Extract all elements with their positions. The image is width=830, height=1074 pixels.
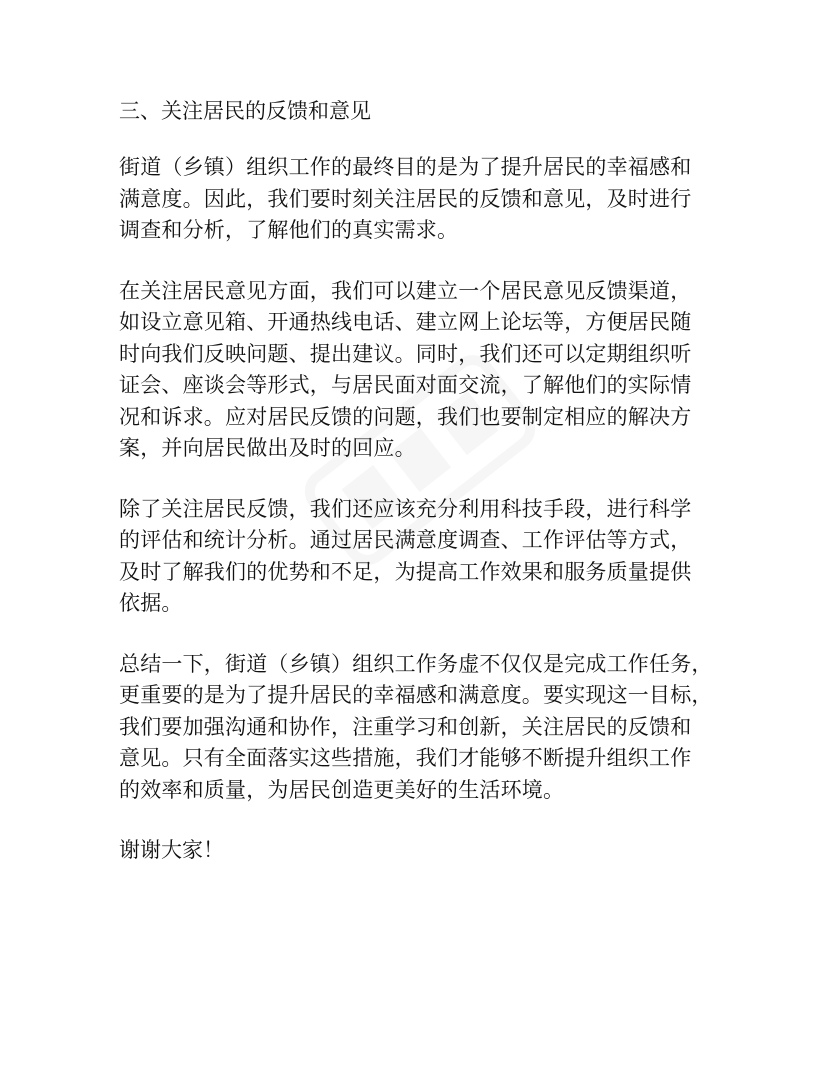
paragraph-line: 调查和分析，了解他们的真实需求。 (119, 218, 459, 242)
paragraph-line: 的效率和质量，为居民创造更美好的生活环境。 (119, 777, 565, 802)
paragraph-3 (119, 494, 719, 620)
paragraph-line: 街道（乡镇）组织工作的最终目的是为了提升居民的幸福感和 (119, 155, 692, 179)
paragraph-line: 更重要的是为了提升居民的幸福感和满意度。要实现这一目标， (119, 683, 713, 707)
document-body (119, 96, 719, 866)
paragraph-1 (119, 152, 719, 247)
paragraph-line: 时向我们反映问题、提出建议。同时，我们还可以定期组织听 (119, 341, 692, 366)
paragraph-line: 总结一下，街道（乡镇）组织工作务虚不仅仅是完成工作任务， (119, 651, 713, 676)
section-heading: 三、关注居民的反馈和意见 (119, 99, 371, 123)
paragraph-line: 况和诉求。应对居民反馈的问题，我们也要制定相应的解决方 (119, 404, 692, 429)
paragraph-4 (119, 649, 719, 807)
paragraph-line: 意见。只有全面落实这些措施，我们才能够不断提升组织工作 (119, 746, 692, 770)
paragraph-line: 我们要加强沟通和协作，注重学习和创新，关注居民的反馈和 (119, 714, 692, 739)
paragraph-line: 满意度。因此，我们要时刻关注居民的反馈和意见，及时进行 (119, 186, 692, 211)
paragraph-line: 案，并向居民做出及时的回应。 (119, 436, 416, 460)
paragraph-line: 在关注居民意见方面，我们可以建立一个居民意见反馈渠道， (119, 278, 692, 303)
paragraph-line: 除了关注居民反馈，我们还应该充分利用科技手段，进行科学 (119, 496, 692, 521)
paragraph-2 (119, 276, 719, 465)
paragraph-line: 及时了解我们的优势和不足，为提高工作效果和服务质量提供 (119, 559, 692, 584)
paragraph-line: 证会、座谈会等形式，与居民面对面交流，了解他们的实际情 (119, 373, 692, 397)
closing-line: 谢谢大家！ (119, 838, 224, 862)
paragraph-line: 的评估和统计分析。通过居民满意度调查、工作评估等方式， (119, 528, 692, 552)
paragraph-line: 如设立意见箱、开通热线电话、建立网上论坛等，方便居民随 (119, 310, 692, 334)
paragraph-line: 依据。 (119, 591, 183, 615)
